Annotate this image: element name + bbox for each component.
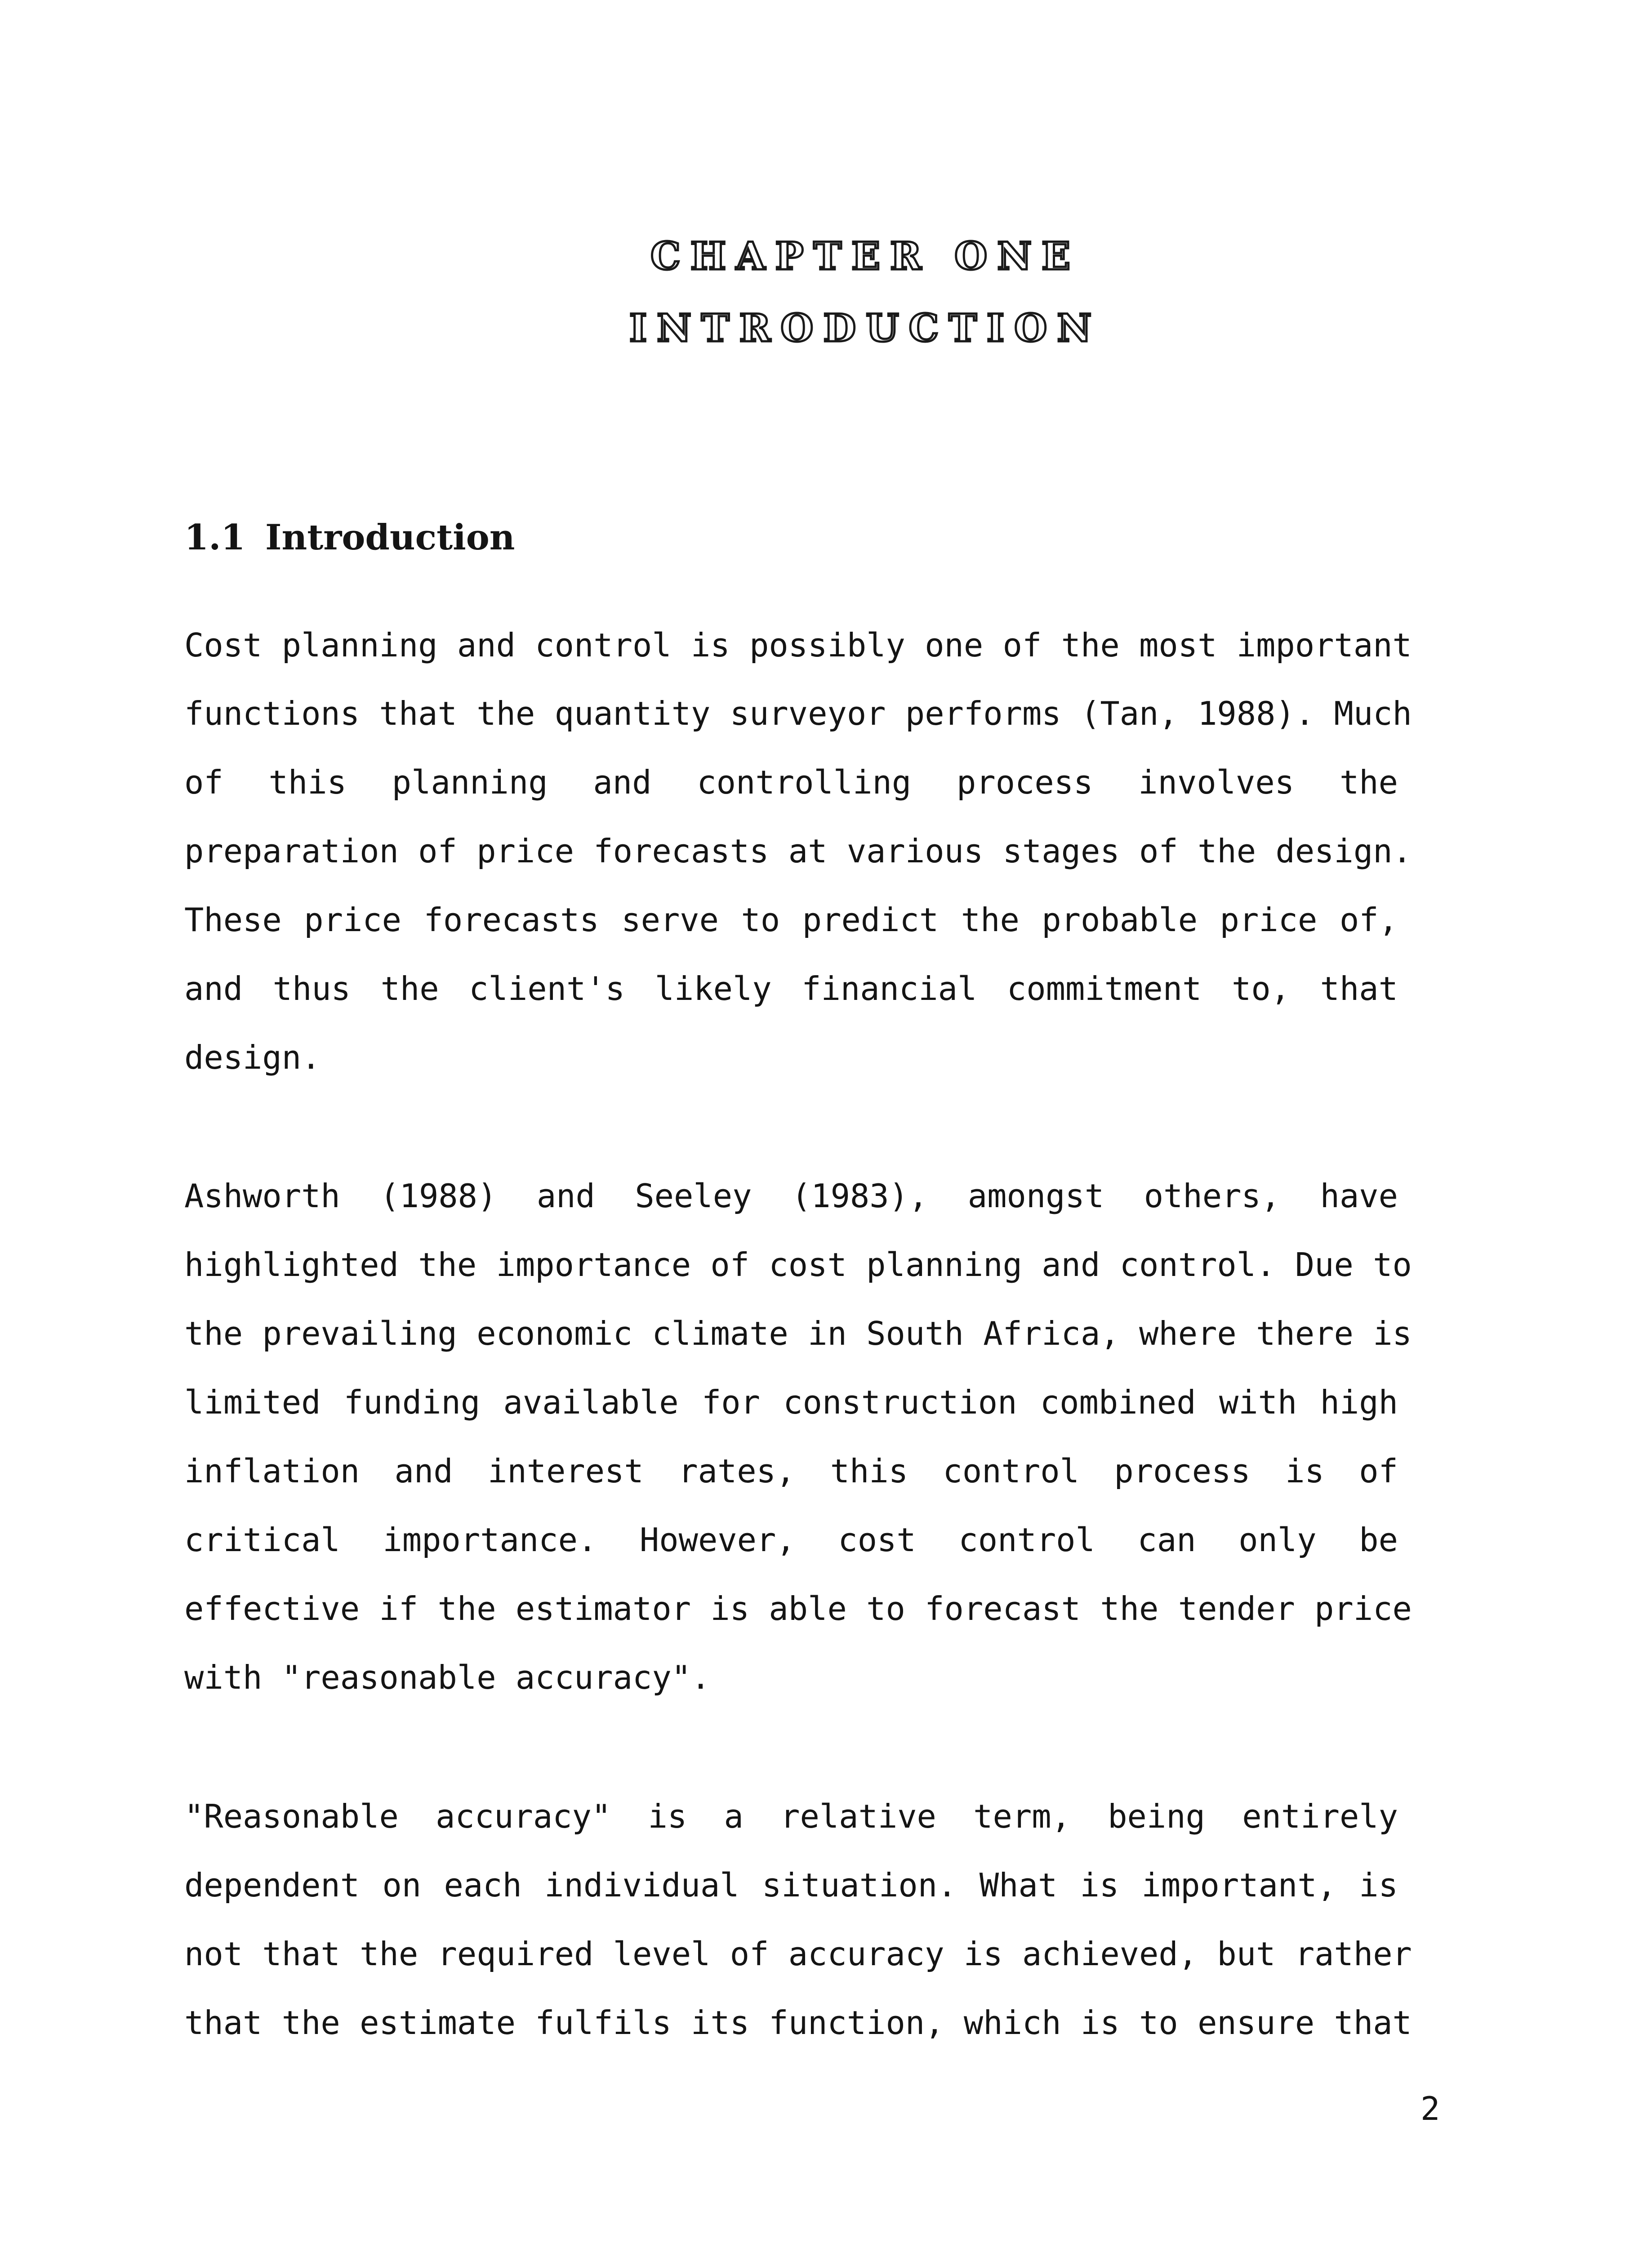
paragraph-line: limited funding available for construction combined with high [184,1383,1398,1421]
paragraph-line: with "reasonable accuracy". [184,1659,711,1696]
paragraph-line: "Reasonable accuracy" is a relative term, being entirely [184,1798,1398,1835]
page-number: 2 [1420,2090,1440,2128]
paragraph-line: dependent on each individual situation. What is important, is [184,1866,1398,1904]
paragraph-line: that the estimate fulfils its function, which is to ensure that [184,2004,1412,2042]
chapter-title: CHAPTER ONE [650,234,1081,278]
paragraph-line: and thus the client's likely financial commitment to, that [184,970,1398,1008]
paragraph-line: functions that the quantity surveyor performs (Tan, 1988). Much [184,695,1412,732]
paragraph-line: These price forecasts serve to predict the probable price of, [184,901,1398,939]
paragraph-line: the prevailing economic climate in South Africa, where there is [184,1315,1412,1352]
paragraph-line: Ashworth (1988) and Seeley (1983), amongst others, have [184,1177,1398,1215]
paragraph-line: preparation of price forecasts at various stages of the design. [184,832,1412,870]
paragraph-line: not that the required level of accuracy is achieved, but rather [184,1935,1412,1973]
paragraph-line: design. [184,1039,321,1076]
paragraph-line: inflation and interest rates, this control process is of [184,1452,1398,1490]
paragraph-line: highlighted the importance of cost planning and control. Due to [184,1246,1412,1284]
paragraph-line: Cost planning and control is possibly one of the most important [184,626,1412,664]
section-heading [184,517,515,558]
paragraph-line: effective if the estimator is able to forecast the tender price [184,1590,1412,1628]
section-title: Introduction [265,517,515,558]
section-number: 1.1 [184,517,245,558]
paragraph-line: of this planning and controlling process involves the [184,763,1398,801]
paragraph-line: critical importance. However, cost control can only be [184,1521,1398,1559]
chapter-subtitle: INTRODUCTION [629,306,1102,350]
